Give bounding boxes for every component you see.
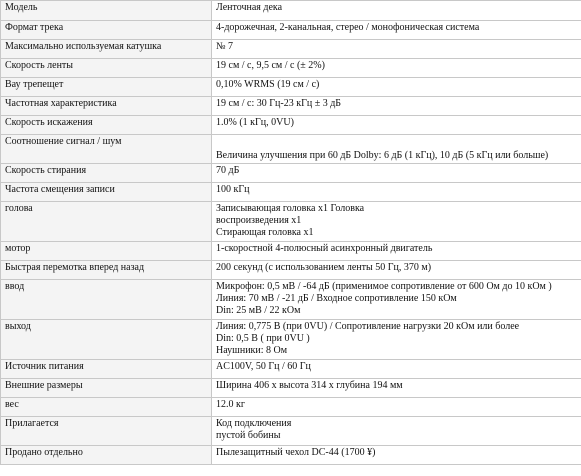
- row-label: вес: [5, 399, 19, 410]
- table-row: [1, 398, 581, 417]
- row-label: мотор: [5, 243, 31, 254]
- row-label: Быстрая перемотка вперед назад: [5, 262, 145, 273]
- row-value: Величина улучшения при 60 дБ Dolby: 6 дБ (1 кГц), 10 дБ (5 кГц или больше): [216, 150, 549, 161]
- row-value: 200 секунд (с использованием ленты 50 Гц, 370 м): [216, 262, 432, 273]
- row-value: 19 см / с, 9,5 см / с (± 2%): [216, 60, 325, 71]
- row-value: 100 кГц: [216, 184, 250, 195]
- table-row: [1, 78, 581, 97]
- table-row: [1, 97, 581, 116]
- row-value: Микрофон: 0,5 мВ / -64 дБ (применимое сопротивление от 600 Ом до 10 кОм ) Линия: 70 мВ / -21 дБ / Входное сопротивление 150 кОм Din: 25 мВ / 22 кОм: [216, 281, 552, 316]
- row-label: Частота смещения записи: [5, 184, 115, 195]
- row-label: Прилагается: [5, 418, 59, 429]
- row-value: Ширина 406 x высота 314 x глубина 194 мм: [216, 380, 403, 391]
- row-value: Ленточная дека: [216, 2, 283, 13]
- table-row: [1, 417, 581, 446]
- row-label: Внешние размеры: [5, 380, 83, 391]
- table-row: [1, 1, 581, 21]
- table-row: [1, 379, 581, 398]
- table-row: [1, 183, 581, 202]
- table-row: [1, 40, 581, 59]
- row-value: 12.0 кг: [216, 399, 245, 410]
- row-value: Пылезащитный чехол DC-44 (1700 ¥): [216, 447, 376, 458]
- row-label: Вау трепещет: [5, 79, 64, 90]
- table-row: [1, 242, 581, 261]
- row-label: Модель: [5, 2, 38, 13]
- table-row: [1, 21, 581, 40]
- row-label: Скорость стирания: [5, 165, 87, 176]
- row-label: Скорость искажения: [5, 117, 93, 128]
- row-label: Частотная характеристика: [5, 98, 117, 109]
- table-row: [1, 360, 581, 379]
- table-row: [1, 202, 581, 242]
- row-label: голова: [5, 203, 33, 214]
- row-label: Соотношение сигнал / шум: [5, 136, 122, 147]
- row-value: Записывающая головка x1 Головка воспроизведения x1 Стирающая головка x1: [216, 203, 365, 238]
- row-value: AC100V, 50 Гц / 60 Гц: [216, 361, 311, 372]
- row-label: ввод: [5, 281, 25, 292]
- row-value: 19 см / с: 30 Гц-23 кГц ± 3 дБ: [216, 98, 342, 109]
- table-row: [1, 261, 581, 280]
- row-label: Источник питания: [5, 361, 84, 372]
- table-row: [1, 59, 581, 78]
- row-value: 0,10% WRMS (19 см / с): [216, 79, 320, 90]
- row-value: № 7: [216, 41, 234, 52]
- table-row: [1, 116, 581, 135]
- row-value: 1.0% (1 кГц, 0VU): [216, 117, 294, 128]
- row-label: Максимально используемая катушка: [5, 41, 162, 52]
- row-label: Продано отдельно: [5, 447, 83, 458]
- row-label: Формат трека: [5, 22, 64, 33]
- row-value: 1-скоростной 4-полюсный асинхронный двигатель: [216, 243, 433, 254]
- row-value: 70 дБ: [216, 165, 240, 176]
- table-row: [1, 280, 581, 320]
- table-row: [1, 135, 581, 164]
- row-label: Скорость ленты: [5, 60, 74, 71]
- table-row: [1, 164, 581, 183]
- table-row: [1, 446, 581, 465]
- row-value: 4-дорожечная, 2-канальная, стерео / монофоническая система: [216, 22, 480, 33]
- table-row: [1, 320, 581, 360]
- row-value: Линия: 0,775 В (при 0VU) / Сопротивление нагрузки 20 кОм или более Din: 0,5 В ( при 0VU ) Наушники: 8 Ом: [216, 321, 520, 356]
- row-value: Код подключения пустой бобины: [216, 418, 292, 441]
- row-label: выход: [5, 321, 31, 332]
